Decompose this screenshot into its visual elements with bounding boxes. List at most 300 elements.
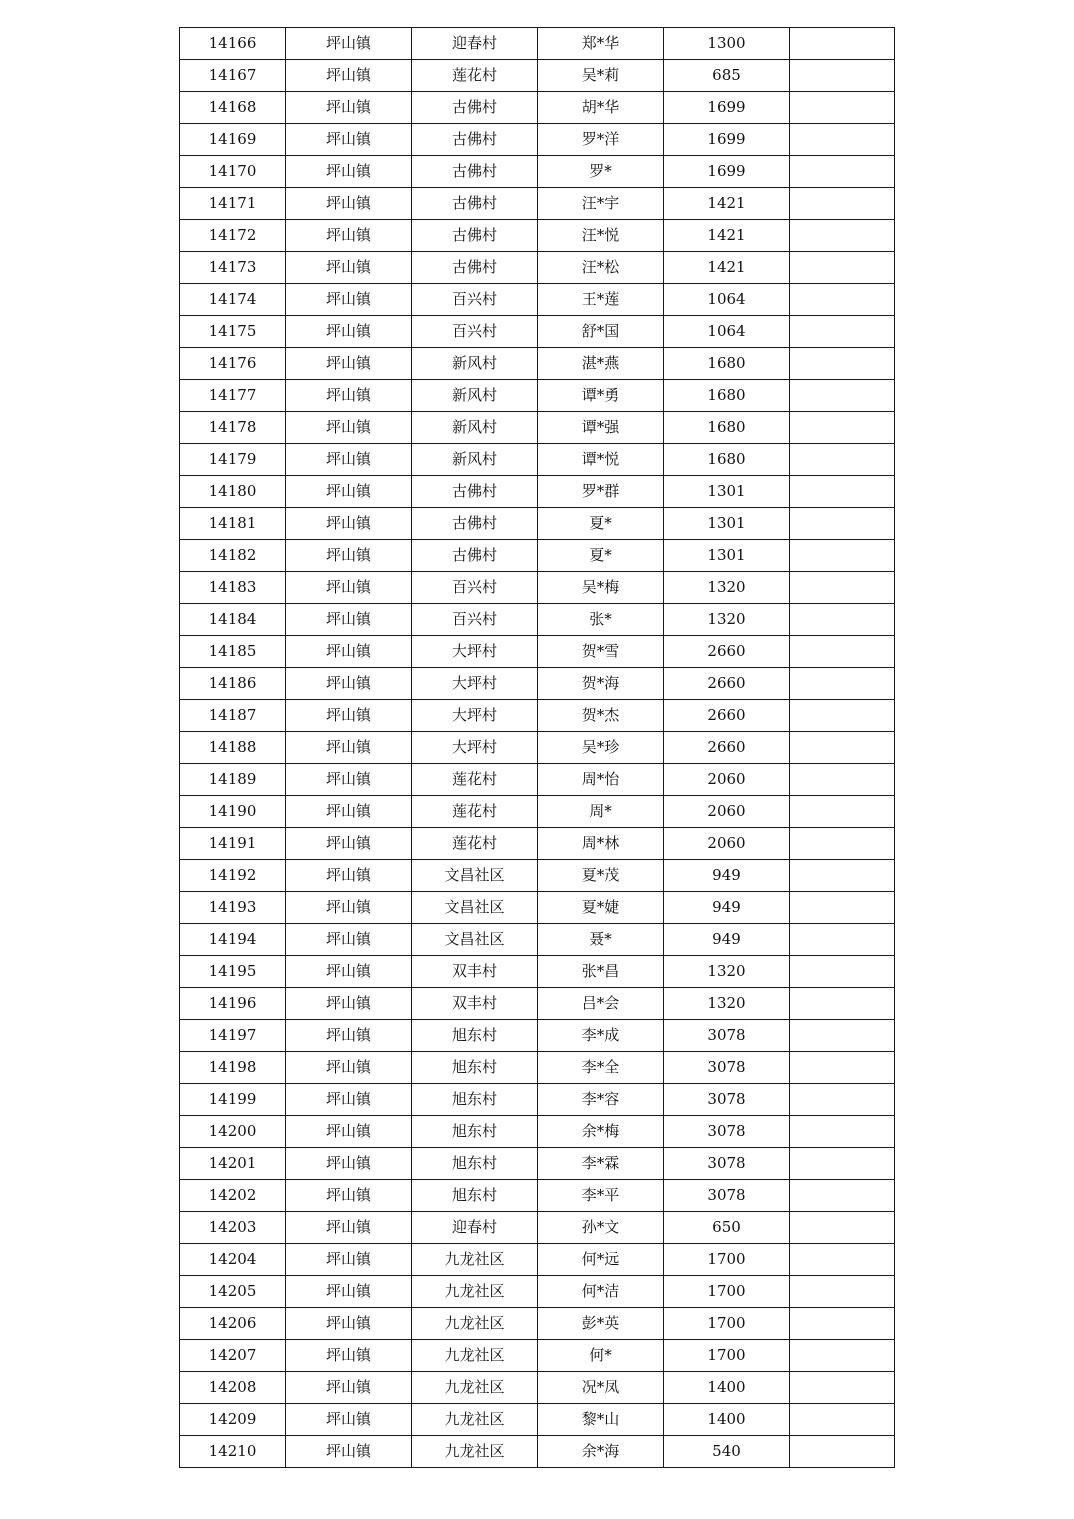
cell-village: 古佛村 — [412, 92, 538, 124]
cell-note — [790, 252, 895, 284]
table-row — [180, 1308, 895, 1340]
cell-note — [790, 796, 895, 828]
cell-amount: 1700 — [664, 1308, 790, 1340]
cell-town: 坪山镇 — [286, 60, 412, 92]
cell-village: 新风村 — [412, 412, 538, 444]
cell-amount: 1400 — [664, 1404, 790, 1436]
cell-amount: 1320 — [664, 572, 790, 604]
table-row — [180, 220, 895, 252]
cell-note — [790, 60, 895, 92]
cell-town: 坪山镇 — [286, 284, 412, 316]
cell-name: 周*怡 — [538, 764, 664, 796]
cell-serial-number: 14200 — [180, 1116, 286, 1148]
cell-note — [790, 924, 895, 956]
cell-name: 谭*勇 — [538, 380, 664, 412]
cell-name: 夏* — [538, 540, 664, 572]
cell-village: 旭东村 — [412, 1052, 538, 1084]
cell-village: 迎春村 — [412, 28, 538, 60]
table-row — [180, 1084, 895, 1116]
cell-name: 谭*悦 — [538, 444, 664, 476]
cell-serial-number: 14178 — [180, 412, 286, 444]
cell-village: 新风村 — [412, 348, 538, 380]
cell-amount: 1421 — [664, 188, 790, 220]
cell-amount: 1700 — [664, 1276, 790, 1308]
table-row — [180, 604, 895, 636]
cell-serial-number: 14210 — [180, 1436, 286, 1468]
cell-serial-number: 14186 — [180, 668, 286, 700]
roster-table — [179, 27, 895, 1468]
cell-village: 莲花村 — [412, 796, 538, 828]
table-row — [180, 1052, 895, 1084]
cell-name: 李*霖 — [538, 1148, 664, 1180]
cell-name: 何*远 — [538, 1244, 664, 1276]
cell-village: 古佛村 — [412, 124, 538, 156]
cell-note — [790, 764, 895, 796]
cell-village: 新风村 — [412, 380, 538, 412]
table-row — [180, 1180, 895, 1212]
cell-town: 坪山镇 — [286, 860, 412, 892]
cell-amount: 2660 — [664, 700, 790, 732]
cell-note — [790, 1404, 895, 1436]
cell-town: 坪山镇 — [286, 1244, 412, 1276]
cell-village: 大坪村 — [412, 668, 538, 700]
cell-village: 大坪村 — [412, 636, 538, 668]
cell-name: 汪*松 — [538, 252, 664, 284]
cell-village: 古佛村 — [412, 540, 538, 572]
cell-town: 坪山镇 — [286, 1212, 412, 1244]
cell-serial-number: 14183 — [180, 572, 286, 604]
cell-name: 胡*华 — [538, 92, 664, 124]
cell-amount: 3078 — [664, 1052, 790, 1084]
cell-name: 周*林 — [538, 828, 664, 860]
cell-village: 旭东村 — [412, 1020, 538, 1052]
cell-name: 罗*洋 — [538, 124, 664, 156]
cell-town: 坪山镇 — [286, 188, 412, 220]
table-row — [180, 924, 895, 956]
cell-serial-number: 14199 — [180, 1084, 286, 1116]
table-row — [180, 188, 895, 220]
cell-town: 坪山镇 — [286, 572, 412, 604]
cell-note — [790, 508, 895, 540]
table-row — [180, 1340, 895, 1372]
cell-village: 古佛村 — [412, 188, 538, 220]
cell-amount: 3078 — [664, 1084, 790, 1116]
cell-name: 余*梅 — [538, 1116, 664, 1148]
cell-amount: 3078 — [664, 1116, 790, 1148]
cell-amount: 3078 — [664, 1180, 790, 1212]
cell-amount: 2660 — [664, 636, 790, 668]
cell-amount: 1064 — [664, 316, 790, 348]
cell-note — [790, 668, 895, 700]
cell-serial-number: 14190 — [180, 796, 286, 828]
cell-town: 坪山镇 — [286, 668, 412, 700]
table-row — [180, 1372, 895, 1404]
cell-village: 旭东村 — [412, 1084, 538, 1116]
cell-note — [790, 92, 895, 124]
table-row — [180, 732, 895, 764]
cell-village: 旭东村 — [412, 1148, 538, 1180]
cell-amount: 1301 — [664, 476, 790, 508]
cell-note — [790, 1116, 895, 1148]
cell-note — [790, 540, 895, 572]
cell-amount: 3078 — [664, 1020, 790, 1052]
cell-note — [790, 476, 895, 508]
table-row — [180, 60, 895, 92]
cell-name: 李*平 — [538, 1180, 664, 1212]
cell-amount: 2660 — [664, 668, 790, 700]
cell-name: 吴*莉 — [538, 60, 664, 92]
cell-village: 九龙社区 — [412, 1372, 538, 1404]
cell-amount: 1421 — [664, 252, 790, 284]
cell-amount: 1064 — [664, 284, 790, 316]
roster-table-body — [180, 28, 895, 1468]
cell-town: 坪山镇 — [286, 1308, 412, 1340]
cell-name: 李*全 — [538, 1052, 664, 1084]
cell-name: 贺*雪 — [538, 636, 664, 668]
cell-name: 张* — [538, 604, 664, 636]
cell-name: 何* — [538, 1340, 664, 1372]
cell-name: 夏* — [538, 508, 664, 540]
cell-note — [790, 860, 895, 892]
cell-name: 李*成 — [538, 1020, 664, 1052]
cell-town: 坪山镇 — [286, 1404, 412, 1436]
cell-amount: 1680 — [664, 380, 790, 412]
cell-note — [790, 1020, 895, 1052]
cell-town: 坪山镇 — [286, 1084, 412, 1116]
cell-note — [790, 732, 895, 764]
table-row — [180, 348, 895, 380]
cell-serial-number: 14193 — [180, 892, 286, 924]
cell-village: 旭东村 — [412, 1116, 538, 1148]
table-row — [180, 252, 895, 284]
table-row — [180, 476, 895, 508]
cell-name: 舒*国 — [538, 316, 664, 348]
cell-serial-number: 14202 — [180, 1180, 286, 1212]
cell-name: 李*容 — [538, 1084, 664, 1116]
cell-note — [790, 828, 895, 860]
cell-serial-number: 14198 — [180, 1052, 286, 1084]
cell-town: 坪山镇 — [286, 764, 412, 796]
cell-serial-number: 14180 — [180, 476, 286, 508]
cell-village: 文昌社区 — [412, 860, 538, 892]
cell-town: 坪山镇 — [286, 156, 412, 188]
table-row — [180, 508, 895, 540]
cell-serial-number: 14176 — [180, 348, 286, 380]
table-row — [180, 1436, 895, 1468]
cell-town: 坪山镇 — [286, 700, 412, 732]
cell-amount: 1680 — [664, 444, 790, 476]
table-row — [180, 540, 895, 572]
cell-village: 九龙社区 — [412, 1276, 538, 1308]
cell-serial-number: 14175 — [180, 316, 286, 348]
cell-serial-number: 14194 — [180, 924, 286, 956]
cell-village: 莲花村 — [412, 828, 538, 860]
cell-name: 何*洁 — [538, 1276, 664, 1308]
roster-sheet — [179, 27, 894, 1468]
cell-note — [790, 892, 895, 924]
cell-name: 汪*宇 — [538, 188, 664, 220]
cell-name: 彭*英 — [538, 1308, 664, 1340]
cell-town: 坪山镇 — [286, 636, 412, 668]
cell-amount: 949 — [664, 860, 790, 892]
cell-name: 夏*茂 — [538, 860, 664, 892]
cell-serial-number: 14170 — [180, 156, 286, 188]
cell-town: 坪山镇 — [286, 92, 412, 124]
cell-name: 余*海 — [538, 1436, 664, 1468]
cell-amount: 2660 — [664, 732, 790, 764]
cell-village: 古佛村 — [412, 476, 538, 508]
cell-village: 莲花村 — [412, 60, 538, 92]
table-row — [180, 1404, 895, 1436]
cell-name: 郑*华 — [538, 28, 664, 60]
cell-note — [790, 700, 895, 732]
cell-town: 坪山镇 — [286, 1052, 412, 1084]
cell-amount: 1320 — [664, 604, 790, 636]
cell-note — [790, 604, 895, 636]
cell-serial-number: 14207 — [180, 1340, 286, 1372]
cell-town: 坪山镇 — [286, 316, 412, 348]
cell-amount: 1680 — [664, 348, 790, 380]
table-row — [180, 860, 895, 892]
cell-serial-number: 14179 — [180, 444, 286, 476]
cell-serial-number: 14191 — [180, 828, 286, 860]
cell-town: 坪山镇 — [286, 1436, 412, 1468]
cell-amount: 685 — [664, 60, 790, 92]
cell-name: 贺*杰 — [538, 700, 664, 732]
cell-amount: 1700 — [664, 1340, 790, 1372]
cell-name: 聂* — [538, 924, 664, 956]
table-row — [180, 1116, 895, 1148]
cell-serial-number: 14197 — [180, 1020, 286, 1052]
cell-serial-number: 14209 — [180, 1404, 286, 1436]
cell-village: 文昌社区 — [412, 892, 538, 924]
cell-amount: 650 — [664, 1212, 790, 1244]
cell-note — [790, 316, 895, 348]
table-row — [180, 316, 895, 348]
cell-town: 坪山镇 — [286, 476, 412, 508]
cell-village: 新风村 — [412, 444, 538, 476]
cell-amount: 2060 — [664, 828, 790, 860]
cell-serial-number: 14188 — [180, 732, 286, 764]
cell-note — [790, 28, 895, 60]
cell-serial-number: 14168 — [180, 92, 286, 124]
cell-serial-number: 14208 — [180, 1372, 286, 1404]
cell-amount: 1700 — [664, 1244, 790, 1276]
cell-amount: 2060 — [664, 796, 790, 828]
cell-note — [790, 1340, 895, 1372]
cell-note — [790, 1308, 895, 1340]
cell-note — [790, 1372, 895, 1404]
cell-village: 古佛村 — [412, 156, 538, 188]
cell-town: 坪山镇 — [286, 892, 412, 924]
cell-name: 周* — [538, 796, 664, 828]
cell-town: 坪山镇 — [286, 732, 412, 764]
cell-town: 坪山镇 — [286, 828, 412, 860]
table-row — [180, 988, 895, 1020]
cell-name: 贺*海 — [538, 668, 664, 700]
table-row — [180, 444, 895, 476]
cell-name: 湛*燕 — [538, 348, 664, 380]
table-row — [180, 636, 895, 668]
cell-serial-number: 14187 — [180, 700, 286, 732]
table-row — [180, 764, 895, 796]
cell-note — [790, 188, 895, 220]
table-row — [180, 956, 895, 988]
cell-serial-number: 14201 — [180, 1148, 286, 1180]
cell-town: 坪山镇 — [286, 220, 412, 252]
cell-name: 王*莲 — [538, 284, 664, 316]
cell-village: 文昌社区 — [412, 924, 538, 956]
cell-note — [790, 636, 895, 668]
cell-amount: 1699 — [664, 124, 790, 156]
cell-serial-number: 14169 — [180, 124, 286, 156]
cell-note — [790, 572, 895, 604]
cell-note — [790, 348, 895, 380]
cell-town: 坪山镇 — [286, 124, 412, 156]
cell-village: 双丰村 — [412, 956, 538, 988]
cell-note — [790, 1244, 895, 1276]
table-row — [180, 412, 895, 444]
table-row — [180, 1212, 895, 1244]
cell-amount: 1699 — [664, 92, 790, 124]
cell-village: 九龙社区 — [412, 1308, 538, 1340]
cell-note — [790, 1276, 895, 1308]
cell-village: 古佛村 — [412, 252, 538, 284]
cell-town: 坪山镇 — [286, 508, 412, 540]
cell-amount: 1300 — [664, 28, 790, 60]
cell-name: 吴*珍 — [538, 732, 664, 764]
cell-name: 况*凤 — [538, 1372, 664, 1404]
cell-serial-number: 14171 — [180, 188, 286, 220]
table-row — [180, 92, 895, 124]
cell-village: 大坪村 — [412, 732, 538, 764]
cell-note — [790, 284, 895, 316]
cell-serial-number: 14205 — [180, 1276, 286, 1308]
cell-name: 罗* — [538, 156, 664, 188]
cell-note — [790, 1436, 895, 1468]
cell-serial-number: 14189 — [180, 764, 286, 796]
cell-serial-number: 14172 — [180, 220, 286, 252]
cell-town: 坪山镇 — [286, 988, 412, 1020]
cell-amount: 1400 — [664, 1372, 790, 1404]
cell-town: 坪山镇 — [286, 796, 412, 828]
cell-serial-number: 14196 — [180, 988, 286, 1020]
cell-village: 古佛村 — [412, 220, 538, 252]
cell-amount: 949 — [664, 924, 790, 956]
cell-note — [790, 220, 895, 252]
table-row — [180, 572, 895, 604]
table-row — [180, 380, 895, 412]
cell-town: 坪山镇 — [286, 1340, 412, 1372]
cell-amount: 1301 — [664, 540, 790, 572]
cell-amount: 540 — [664, 1436, 790, 1468]
cell-serial-number: 14174 — [180, 284, 286, 316]
cell-village: 九龙社区 — [412, 1340, 538, 1372]
table-row — [180, 284, 895, 316]
cell-serial-number: 14185 — [180, 636, 286, 668]
cell-town: 坪山镇 — [286, 348, 412, 380]
cell-town: 坪山镇 — [286, 1180, 412, 1212]
table-row — [180, 796, 895, 828]
cell-amount: 1320 — [664, 956, 790, 988]
cell-note — [790, 1212, 895, 1244]
cell-town: 坪山镇 — [286, 1276, 412, 1308]
cell-village: 百兴村 — [412, 316, 538, 348]
cell-serial-number: 14204 — [180, 1244, 286, 1276]
cell-village: 旭东村 — [412, 1180, 538, 1212]
cell-name: 张*昌 — [538, 956, 664, 988]
cell-town: 坪山镇 — [286, 540, 412, 572]
cell-village: 莲花村 — [412, 764, 538, 796]
cell-name: 吴*梅 — [538, 572, 664, 604]
cell-serial-number: 14181 — [180, 508, 286, 540]
cell-town: 坪山镇 — [286, 252, 412, 284]
cell-town: 坪山镇 — [286, 1020, 412, 1052]
cell-note — [790, 988, 895, 1020]
cell-serial-number: 14166 — [180, 28, 286, 60]
cell-amount: 1301 — [664, 508, 790, 540]
cell-serial-number: 14182 — [180, 540, 286, 572]
cell-amount: 1320 — [664, 988, 790, 1020]
cell-town: 坪山镇 — [286, 924, 412, 956]
cell-town: 坪山镇 — [286, 412, 412, 444]
cell-amount: 2060 — [664, 764, 790, 796]
cell-town: 坪山镇 — [286, 28, 412, 60]
cell-note — [790, 1180, 895, 1212]
cell-village: 古佛村 — [412, 508, 538, 540]
cell-town: 坪山镇 — [286, 604, 412, 636]
cell-amount: 949 — [664, 892, 790, 924]
cell-serial-number: 14167 — [180, 60, 286, 92]
cell-village: 迎春村 — [412, 1212, 538, 1244]
cell-note — [790, 1052, 895, 1084]
cell-village: 百兴村 — [412, 604, 538, 636]
cell-note — [790, 444, 895, 476]
cell-name: 吕*会 — [538, 988, 664, 1020]
cell-village: 百兴村 — [412, 572, 538, 604]
table-row — [180, 1020, 895, 1052]
cell-village: 百兴村 — [412, 284, 538, 316]
cell-note — [790, 1084, 895, 1116]
cell-town: 坪山镇 — [286, 1116, 412, 1148]
cell-amount: 1421 — [664, 220, 790, 252]
cell-town: 坪山镇 — [286, 956, 412, 988]
cell-village: 九龙社区 — [412, 1404, 538, 1436]
table-row — [180, 156, 895, 188]
cell-town: 坪山镇 — [286, 1372, 412, 1404]
cell-town: 坪山镇 — [286, 380, 412, 412]
cell-town: 坪山镇 — [286, 1148, 412, 1180]
table-row — [180, 1148, 895, 1180]
cell-village: 大坪村 — [412, 700, 538, 732]
cell-amount: 1699 — [664, 156, 790, 188]
cell-village: 九龙社区 — [412, 1244, 538, 1276]
table-row — [180, 1244, 895, 1276]
cell-name: 罗*群 — [538, 476, 664, 508]
cell-name: 夏*婕 — [538, 892, 664, 924]
cell-village: 双丰村 — [412, 988, 538, 1020]
cell-note — [790, 380, 895, 412]
cell-note — [790, 1148, 895, 1180]
cell-note — [790, 412, 895, 444]
table-row — [180, 124, 895, 156]
cell-serial-number: 14177 — [180, 380, 286, 412]
table-row — [180, 828, 895, 860]
table-row — [180, 668, 895, 700]
cell-serial-number: 14206 — [180, 1308, 286, 1340]
table-row — [180, 28, 895, 60]
table-row — [180, 1276, 895, 1308]
